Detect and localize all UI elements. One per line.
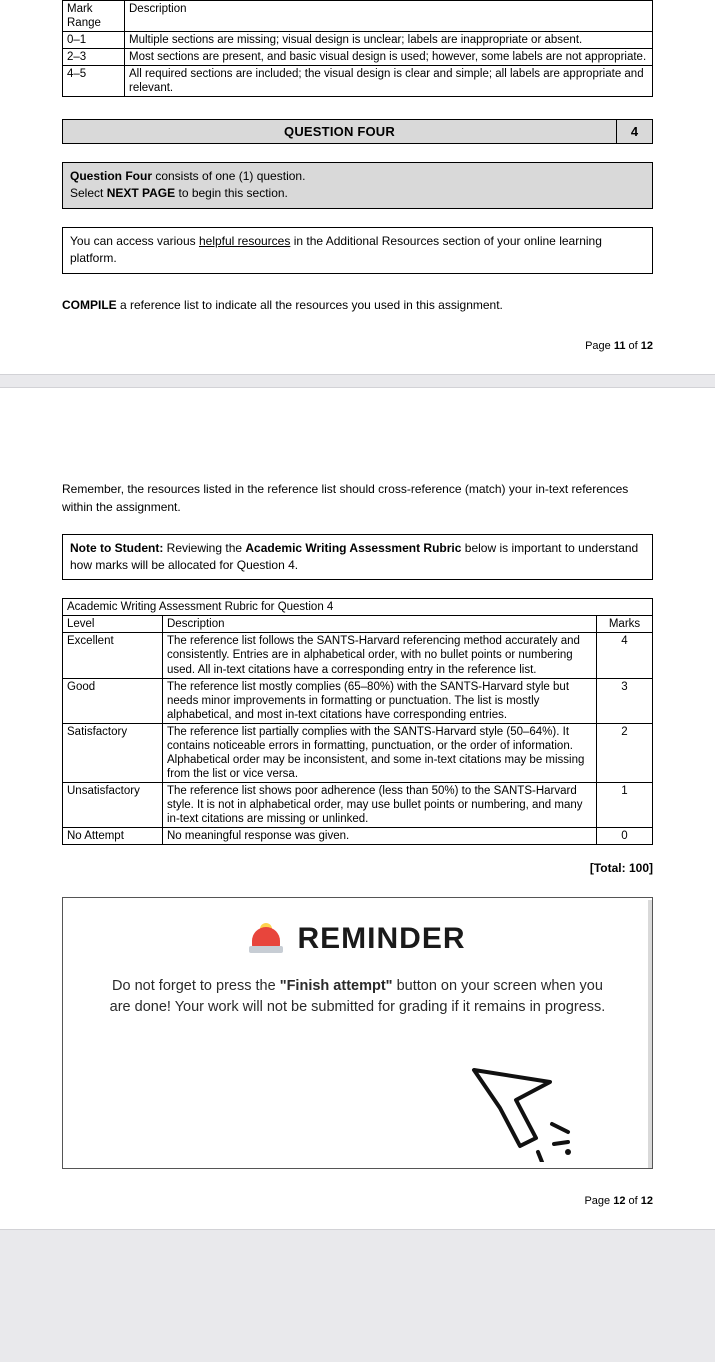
resources-box bbox=[62, 227, 653, 274]
box-shadow-edge bbox=[648, 900, 652, 1169]
question-four-banner bbox=[62, 119, 653, 144]
cell-marks: 4 bbox=[597, 633, 653, 678]
cell-description: Most sections are present, and basic visual design is used; however, some labels are not appropriate. bbox=[125, 49, 653, 66]
footer-total-pages: 12 bbox=[640, 339, 653, 352]
siren-icon bbox=[249, 923, 283, 955]
cell-description: Multiple sections are missing; visual design is unclear; labels are inappropriate or absent. bbox=[125, 32, 653, 49]
question-four-instruction-box bbox=[62, 162, 653, 209]
table-header-row bbox=[63, 616, 653, 633]
select-text: Select bbox=[70, 186, 107, 201]
footer-page-number: 12 bbox=[613, 1194, 626, 1207]
page-12 bbox=[0, 388, 715, 1229]
footer-total-pages: 12 bbox=[640, 1194, 653, 1207]
question-banner-title: QUESTION FOUR bbox=[284, 124, 395, 140]
total-marks-label: [Total: 100] bbox=[589, 860, 653, 875]
col-header-mark-range: Mark Range bbox=[63, 1, 125, 32]
cell-marks: 3 bbox=[597, 678, 653, 723]
mark-range-rubric-table bbox=[62, 0, 653, 97]
cell-description: The reference list follows the SANTS-Harvard referencing method accurately and consistently. Entries are in alphabetical order, with no bullet points or numbering used. All in-text citations have a corresponding entry in the reference list. bbox=[163, 633, 597, 678]
footer-of-word: of bbox=[625, 1194, 641, 1207]
cell-level: Excellent bbox=[63, 633, 163, 678]
question-four-label: Question Four bbox=[70, 169, 152, 184]
cell-level: No Attempt bbox=[63, 827, 163, 844]
cell-level: Unsatisfactory bbox=[63, 782, 163, 827]
resources-text-post: in the Additional Resources section of your online learning platform. bbox=[70, 233, 602, 266]
rubric-name-label: Academic Writing Assessment Rubric bbox=[245, 540, 462, 555]
reminder-body-pre: Do not forget to press the bbox=[112, 977, 280, 994]
reminder-heading: REMINDER bbox=[297, 921, 466, 955]
helpful-resources-link[interactable]: helpful resources bbox=[198, 233, 291, 248]
cell-marks: 2 bbox=[597, 723, 653, 782]
col-header-description: Description bbox=[125, 1, 653, 32]
page-footer-12 bbox=[62, 1195, 653, 1229]
question-banner-marks: 4 bbox=[616, 120, 652, 143]
footer-page-number: 11 bbox=[613, 339, 626, 352]
note-to-student-label: Note to Student: bbox=[70, 540, 164, 555]
table-row bbox=[63, 678, 653, 723]
footer-page-word: Page bbox=[585, 339, 614, 352]
note-text-pre: Reviewing the bbox=[163, 540, 246, 555]
col-header-marks: Marks bbox=[597, 616, 653, 633]
next-page-label: NEXT PAGE bbox=[106, 186, 176, 201]
page-footer-11 bbox=[62, 340, 653, 374]
reminder-body-post: button on your screen when you are done! Your work will not be submitted for grading if it remains in progress. bbox=[109, 977, 606, 1015]
cell-mark-range: 4–5 bbox=[63, 66, 125, 97]
academic-writing-rubric-table bbox=[62, 598, 653, 844]
cell-mark-range: 2–3 bbox=[63, 49, 125, 66]
table-row bbox=[63, 633, 653, 678]
table-row bbox=[63, 723, 653, 782]
table-row bbox=[63, 49, 653, 66]
table-row bbox=[63, 827, 653, 844]
page-separator bbox=[0, 374, 715, 388]
table-row bbox=[63, 66, 653, 97]
note-text-post: below is important to understand how marks will be allocated for Question 4. bbox=[70, 540, 639, 573]
table-header-row bbox=[63, 1, 653, 32]
page-11 bbox=[0, 0, 715, 374]
compile-label: COMPILE bbox=[62, 297, 117, 312]
footer-page-word: Page bbox=[584, 1194, 614, 1207]
question-four-line-rest: consists of one (1) question. bbox=[152, 169, 306, 184]
cell-level: Good bbox=[63, 678, 163, 723]
instruction-line-1 bbox=[70, 168, 645, 185]
rubric-title-row bbox=[63, 599, 653, 616]
table-row bbox=[63, 782, 653, 827]
cell-description: The reference list partially complies with the SANTS-Harvard style (50–64%). It contains noticeable errors in formatting, punctuation, or the order of information. Alphabetical order may be inconsistent, and some in-text citations may be missing from the list or vice versa. bbox=[163, 723, 597, 782]
col-header-description: Description bbox=[163, 616, 597, 633]
footer-of-word: of bbox=[625, 339, 641, 352]
table-row bbox=[63, 32, 653, 49]
cell-description: All required sections are included; the visual design is clear and simple; all labels are appropriate and relevant. bbox=[125, 66, 653, 97]
col-header-level: Level bbox=[63, 616, 163, 633]
cell-marks: 0 bbox=[597, 827, 653, 844]
note-to-student-box bbox=[62, 534, 653, 581]
begin-section-text: to begin this section. bbox=[175, 186, 288, 201]
viewer-bottom-edge bbox=[0, 1229, 715, 1247]
reminder-box bbox=[62, 897, 653, 1169]
cell-level: Satisfactory bbox=[63, 723, 163, 782]
remember-paragraph: Remember, the resources listed in the reference list should cross-reference (match) your in-text references within the assignment. bbox=[62, 481, 629, 514]
cell-marks: 1 bbox=[597, 782, 653, 827]
cell-description: The reference list shows poor adherence (less than 50%) to the SANTS-Harvard style. It is not in alphabetical order, may use bullet points or numbering, and many in-text citations are missing or unlinked. bbox=[163, 782, 597, 827]
finish-attempt-label: "Finish attempt" bbox=[279, 977, 393, 994]
reminder-body bbox=[105, 976, 610, 1018]
compile-instruction bbox=[62, 296, 653, 314]
cell-mark-range: 0–1 bbox=[63, 32, 125, 49]
reminder-header bbox=[63, 898, 652, 956]
cell-description: The reference list mostly complies (65–80%) with the SANTS-Harvard style but needs minor improvements in formatting or punctuation. The list is mostly alphabetical, and most in-text citations have corresponding entries. bbox=[163, 678, 597, 723]
cell-description: No meaningful response was given. bbox=[163, 827, 597, 844]
instruction-line-2 bbox=[70, 185, 645, 202]
mouse-cursor-click-icon bbox=[464, 1052, 594, 1162]
compile-text: a reference list to indicate all the resources you used in this assignment. bbox=[116, 297, 503, 312]
resources-text-pre: You can access various bbox=[70, 233, 199, 248]
rubric-title: Academic Writing Assessment Rubric for Question 4 bbox=[63, 599, 653, 616]
